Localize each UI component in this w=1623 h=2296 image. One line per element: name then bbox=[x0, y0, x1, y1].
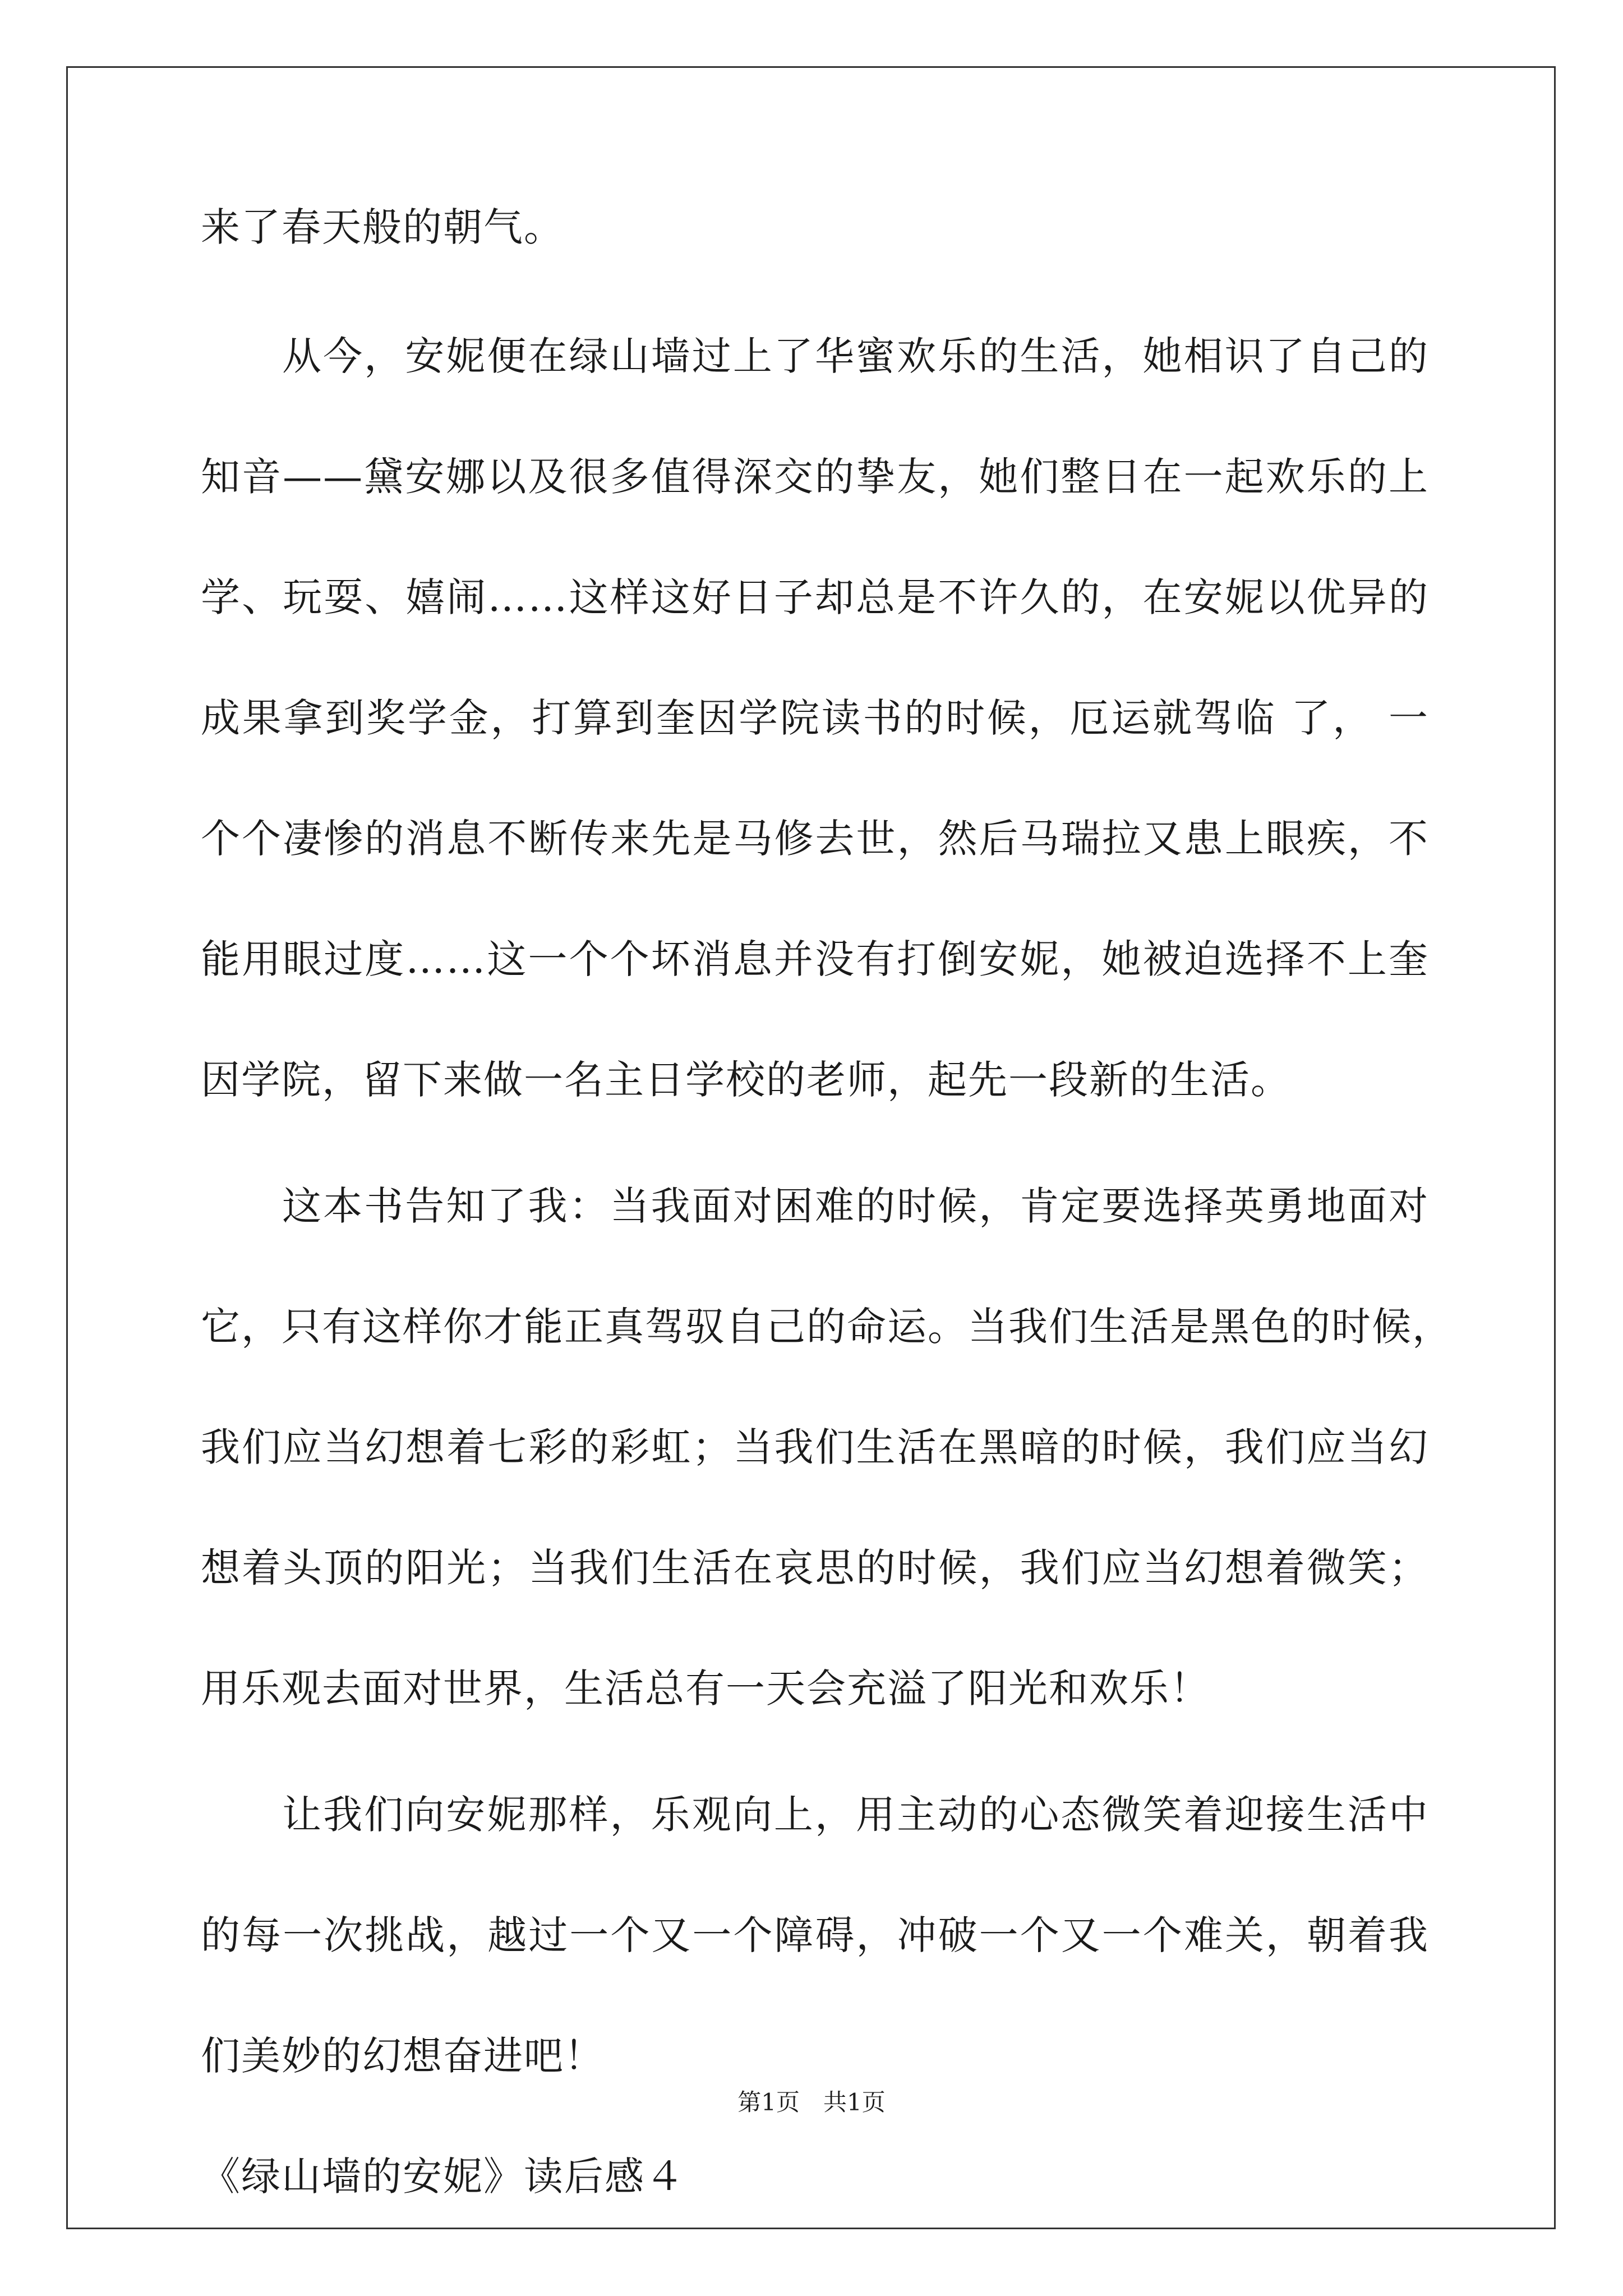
paragraph-line: 想着头顶的阳光；当我们生活在哀思的时候，我们应当幻想着微笑； bbox=[201, 1545, 1429, 1591]
section-heading: 《绿山墙的安妮》读后感４ bbox=[201, 2154, 685, 2200]
page-footer: 第1页 共1页 bbox=[737, 2088, 886, 2116]
paragraph-line: 的每一次挑战，越过一个又一个障碍，冲破一个又一个难关，朝着我 bbox=[201, 1912, 1429, 1958]
paragraph-line: 让我们向安妮那样，乐观向上，用主动的心态微笑着迎接生活中 bbox=[282, 1792, 1429, 1838]
paragraph-line: 能用眼过度……这一个个坏消息并没有打倒安妮，她被迫选择不上奎 bbox=[201, 936, 1429, 982]
paragraph-line: 成果拿到奖学金，打算到奎因学院读书的时候，厄运就驾临 了， 一 bbox=[201, 695, 1429, 741]
paragraph-line: 知音——黛安娜以及很多值得深交的挚友，她们整日在一起欢乐的上 bbox=[201, 454, 1429, 500]
paragraph-line: 学、玩耍、嬉闹……这样这好日子却总是不许久的，在安妮以优异的 bbox=[201, 574, 1429, 620]
paragraph-line: 用乐观去面对世界，生活总有一天会充溢了阳光和欢乐！ bbox=[201, 1665, 1210, 1711]
paragraph-line: 个个凄惨的消息不断传来先是马修去世，然后马瑞拉又患上眼疾，不 bbox=[201, 816, 1429, 862]
paragraph-line: 这本书告知了我：当我面对困难的时候，肯定要选择英勇地面对 bbox=[282, 1183, 1429, 1229]
paragraph-line: 从今，安妮便在绿山墙过上了华蜜欢乐的生活，她相识了自己的 bbox=[282, 333, 1429, 379]
paragraph-line: 们美妙的幻想奋进吧！ bbox=[201, 2033, 605, 2079]
paragraph-line: 因学院，留下来做一名主日学校的老师，起先一段新的生活。 bbox=[201, 1057, 1291, 1103]
paragraph-line: 来了春天般的朝气。 bbox=[201, 204, 564, 250]
page-border bbox=[66, 66, 1556, 2229]
paragraph-line: 它，只有这样你才能正真驾驭自己的命运。当我们生活是黑色的时候， bbox=[201, 1304, 1453, 1350]
paragraph-line: 我们应当幻想着七彩的彩虹；当我们生活在黑暗的时候，我们应当幻 bbox=[201, 1424, 1429, 1470]
